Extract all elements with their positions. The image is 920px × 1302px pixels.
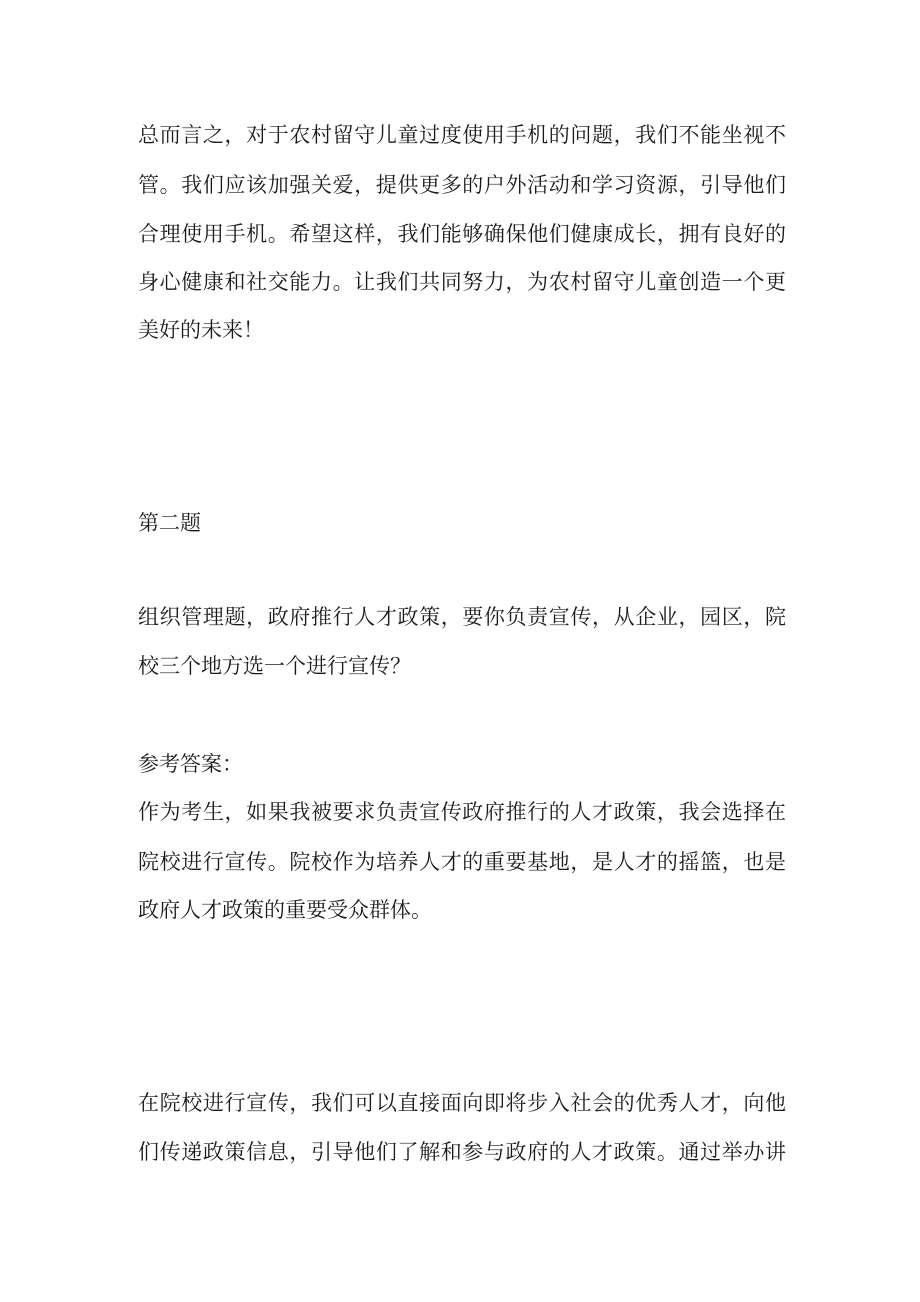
answer-line: 政府人才政策的重要受众群体。 [138,898,432,922]
conclusion-line: 美好的未来！ [138,318,264,342]
conclusion-line: 总而言之，对于农村留守儿童过度使用手机的问题，我们不能坐视不 [138,123,786,147]
conclusion-line: 身心健康和社交能力。让我们共同努力，为农村留守儿童创造一个更 [138,270,786,294]
answer-label: 参考答案： [138,752,243,776]
answer-line: 院校进行宣传。院校作为培养人才的重要基地，是人才的摇篮，也是 [138,850,786,874]
answer-line: 作为考生，如果我被要求负责宣传政府推行的人才政策，我会选择在 [138,800,786,824]
conclusion-line: 管。我们应该加强关爱，提供更多的户外活动和学习资源，引导他们 [138,173,786,197]
answer-line: 在院校进行宣传，我们可以直接面向即将步入社会的优秀人才，向他 [138,1091,786,1115]
question-prompt-line: 校三个地方选一个进行宣传？ [138,654,411,678]
question-title: 第二题 [138,511,201,535]
answer-line: 们传递政策信息，引导他们了解和参与政府的人才政策。通过举办讲 [138,1140,786,1164]
question-prompt-line: 组织管理题，政府推行人才政策，要你负责宣传，从企业，园区，院 [138,605,786,629]
conclusion-line: 合理使用手机。希望这样，我们能够确保他们健康成长，拥有良好的 [138,222,786,246]
